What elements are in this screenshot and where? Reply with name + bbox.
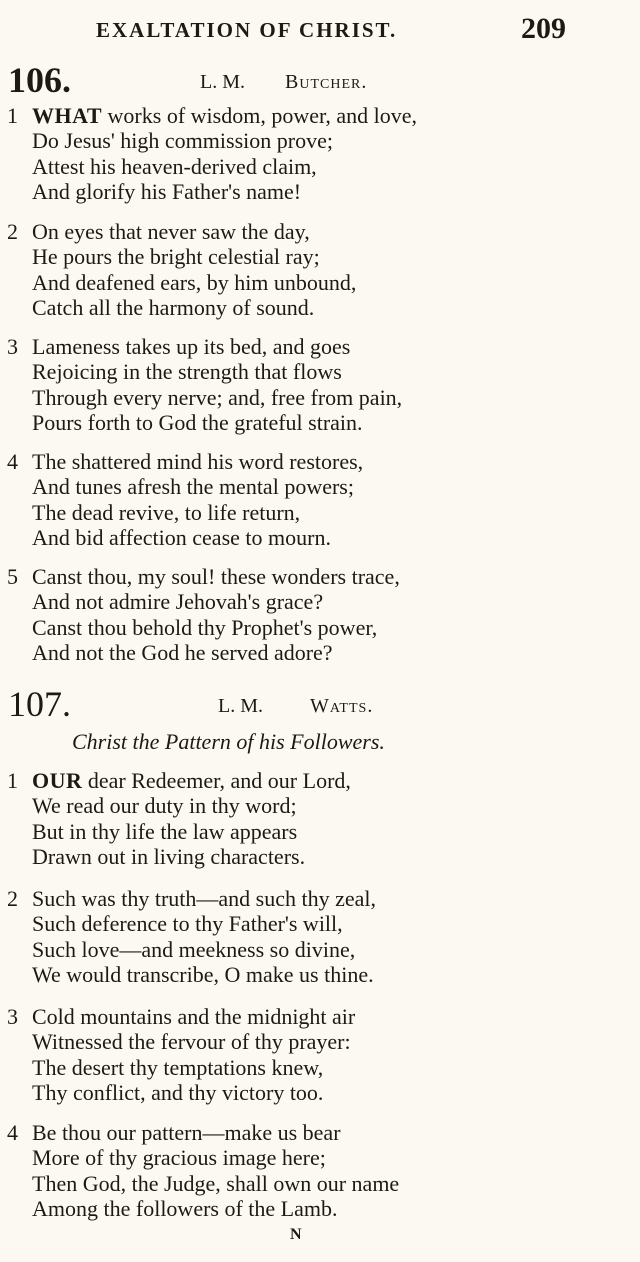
page-number: 209 [521,12,566,45]
verse-line: The dead revive, to life return, [32,499,301,525]
stanza-number: 2 [7,219,18,244]
verse-line: He pours the bright celestial ray; [32,244,320,270]
stanza-number: 2 [7,886,18,911]
signature-mark: N [290,1226,302,1243]
verse-line: We read our duty in thy word; [32,793,297,819]
verse-line: But in thy life the law appears [32,818,298,844]
hymn-number: 106. [8,60,71,100]
stanza-number: 4 [7,449,18,474]
verse-line: Do Jesus' high commission prove; [32,128,333,154]
verse-line: Attest his heaven-derived claim, [32,153,317,179]
running-head [96,12,566,44]
verse-line: The shattered mind his word restores, [32,449,364,474]
first-word: OUR [32,768,83,793]
verse-line: And tunes afresh the mental powers; [32,474,354,500]
verse-line: Be thou our pattern—make us bear [32,1120,341,1145]
running-title: EXALTATION OF CHRIST. [96,18,398,42]
verse-line: Such deference to thy Father's will, [32,911,343,937]
verse-line: Canst thou behold thy Prophet's power, [32,614,378,640]
verse-line: Then God, the Judge, shall own our name [32,1170,400,1196]
hymn-107-header [0,684,640,724]
stanza-number: 5 [7,564,18,589]
verse-line: Rejoicing in the strength that flows [32,359,342,385]
verse-line [32,103,632,128]
stanza-number: 3 [7,334,18,359]
verse-line: And not the God he served adore? [32,639,333,665]
hymn-meter: L. M. [200,71,245,93]
verse-line: Witnessed the fervour of thy prayer: [32,1029,351,1055]
verse-line: And glorify his Father's name! [32,178,302,204]
verse-line: Cold mountains and the midnight air [32,1004,356,1029]
verse-line: Such love—and meekness so divine, [32,936,356,962]
verse-line: Lameness takes up its bed, and goes [32,334,351,359]
first-word: WHAT [32,103,103,128]
verse-line: Pours forth to God the grateful strain. [32,409,363,435]
verse-line: More of thy gracious image here; [32,1145,326,1171]
verse-line: Thy conflict, and thy victory too. [32,1079,324,1105]
verse-line: And deafened ears, by him unbound, [32,269,357,295]
hymn-106-header [0,60,640,100]
hymn-meter: L. M. [218,695,263,717]
verse-line [32,768,632,793]
verse-line: Such was thy truth—and such thy zeal, [32,886,376,911]
verse-line: We would transcribe, O make us thine. [32,961,374,987]
stanza-number: 3 [7,1004,18,1029]
verse-line: On eyes that never saw the day, [32,219,310,244]
verse-line: And not admire Jehovah's grace? [32,589,324,615]
stanza-number: 4 [7,1120,18,1145]
verse-line-text: works of wisdom, power, and love, [102,103,418,128]
verse-line: Through every nerve; and, free from pain, [32,384,403,410]
verse-line: Among the followers of the Lamb. [32,1195,338,1221]
hymn-number: 107. [8,684,71,724]
hymn-subtitle: Christ the Pattern of his Followers. [72,729,385,754]
verse-line: Drawn out in living characters. [32,843,306,869]
verse-line: And bid affection cease to mourn. [32,524,331,550]
verse-line: Canst thou, my soul! these wonders trace, [32,564,400,589]
stanza-number: 1 [7,103,18,128]
verse-line-text: dear Redeemer, and our Lord, [82,768,351,793]
hymn-author: Watts. [310,695,374,717]
verse-line: The desert thy temptations knew, [32,1054,324,1080]
stanza-number: 1 [7,768,18,793]
hymn-author: Butcher. [285,71,368,93]
verse-line: Catch all the harmony of sound. [32,294,315,320]
